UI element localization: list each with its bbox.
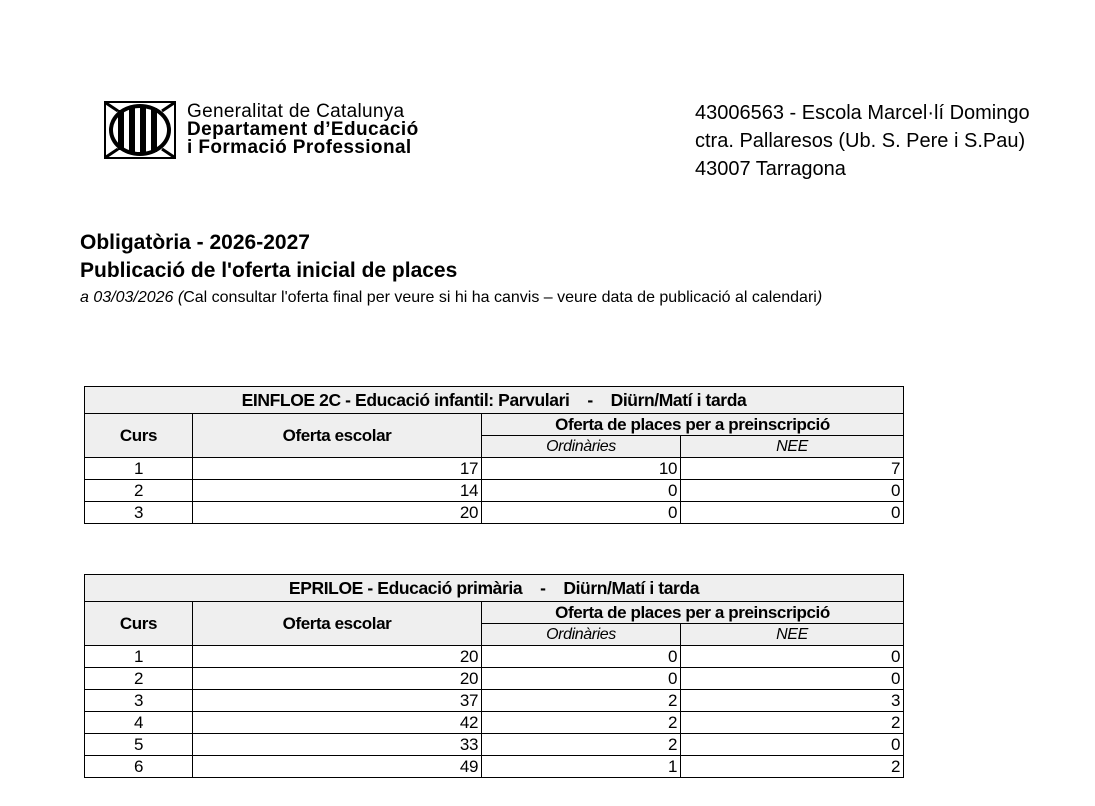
cell-nee: 7: [681, 458, 904, 480]
cell-curs: 1: [85, 458, 193, 480]
school-address: [695, 99, 1030, 183]
cell-ordinaries: 10: [482, 458, 681, 480]
catalan-coat-of-arms-icon: [104, 101, 176, 159]
table-row: [85, 480, 904, 502]
table-title: EPRILOE - Educació primària - Diürn/Matí i tarda: [85, 575, 904, 602]
cell-nee: 2: [681, 712, 904, 734]
table-row: [85, 756, 904, 778]
cell-ordinaries: 0: [482, 480, 681, 502]
header-row: [85, 602, 904, 624]
cell-curs: 2: [85, 668, 193, 690]
cell-ordinaries: 0: [482, 502, 681, 524]
cell-oferta-escolar: 17: [193, 458, 482, 480]
cell-nee: 3: [681, 690, 904, 712]
cell-ordinaries: 2: [482, 712, 681, 734]
table-row: [85, 458, 904, 480]
note-date: a 03/03/2026 (: [80, 289, 184, 306]
cell-nee: 2: [681, 756, 904, 778]
school-city: 43007 Tarragona: [695, 158, 846, 180]
cell-oferta-escolar: 20: [193, 502, 482, 524]
header-ordinaries: Ordinàries: [482, 436, 681, 458]
table-row: [85, 646, 904, 668]
table-title: EINFLOE 2C - Educació infantil: Parvulari - Diürn/Matí i tarda: [85, 387, 904, 414]
header-ordinaries: Ordinàries: [482, 624, 681, 646]
table-row: [85, 712, 904, 734]
logo-line-3: i Formació Professional: [187, 137, 412, 158]
header-oferta-escolar: Oferta escolar: [193, 602, 482, 646]
table-title-row: [85, 575, 904, 602]
header-oferta-escolar: Oferta escolar: [193, 414, 482, 458]
header-curs: Curs: [85, 414, 193, 458]
cell-nee: 0: [681, 734, 904, 756]
school-name: 43006563 - Escola Marcel·lí Domingo: [695, 102, 1030, 124]
cell-oferta-escolar: 42: [193, 712, 482, 734]
logo-line-2: Departament d’Educació: [187, 119, 419, 140]
header-preinscripcio: Oferta de places per a preinscripció: [482, 602, 904, 624]
school-street: ctra. Pallaresos (Ub. S. Pere i S.Pau): [695, 130, 1026, 152]
header-curs: Curs: [85, 602, 193, 646]
cell-curs: 5: [85, 734, 193, 756]
header-nee: NEE: [681, 436, 904, 458]
cell-curs: 3: [85, 690, 193, 712]
document-heading: [80, 229, 822, 310]
cell-nee: 0: [681, 480, 904, 502]
table-row: [85, 690, 904, 712]
cell-oferta-escolar: 33: [193, 734, 482, 756]
cell-curs: 1: [85, 646, 193, 668]
table-row: [85, 668, 904, 690]
page-subtitle: Publicació de l'oferta inicial de places: [80, 259, 458, 282]
cell-curs: 6: [85, 756, 193, 778]
table-row: [85, 734, 904, 756]
generalitat-logo: [104, 101, 419, 159]
cell-curs: 3: [85, 502, 193, 524]
table-row: [85, 502, 904, 524]
cell-nee: 0: [681, 502, 904, 524]
offer-table-infantil: [84, 386, 904, 524]
cell-ordinaries: 2: [482, 734, 681, 756]
cell-ordinaries: 0: [482, 668, 681, 690]
offer-table-primaria: [84, 574, 904, 778]
cell-curs: 4: [85, 712, 193, 734]
cell-ordinaries: 2: [482, 690, 681, 712]
cell-nee: 0: [681, 646, 904, 668]
cell-oferta-escolar: 20: [193, 668, 482, 690]
note-close: ): [816, 289, 823, 306]
header-preinscripcio: Oferta de places per a preinscripció: [482, 414, 904, 436]
cell-ordinaries: 0: [482, 646, 681, 668]
cell-oferta-escolar: 20: [193, 646, 482, 668]
header-row: [85, 414, 904, 436]
cell-ordinaries: 1: [482, 756, 681, 778]
note-text: Cal consultar l'oferta final per veure si hi ha canvis – veure data de publicació al calendari: [183, 289, 817, 306]
header-nee: NEE: [681, 624, 904, 646]
cell-nee: 0: [681, 668, 904, 690]
cell-oferta-escolar: 37: [193, 690, 482, 712]
cell-curs: 2: [85, 480, 193, 502]
logo-line-1: Generalitat de Catalunya: [187, 101, 405, 122]
table-title-row: [85, 387, 904, 414]
publication-note: [80, 286, 822, 310]
page-title: Obligatòria - 2026-2027: [80, 231, 310, 254]
cell-oferta-escolar: 14: [193, 480, 482, 502]
cell-oferta-escolar: 49: [193, 756, 482, 778]
